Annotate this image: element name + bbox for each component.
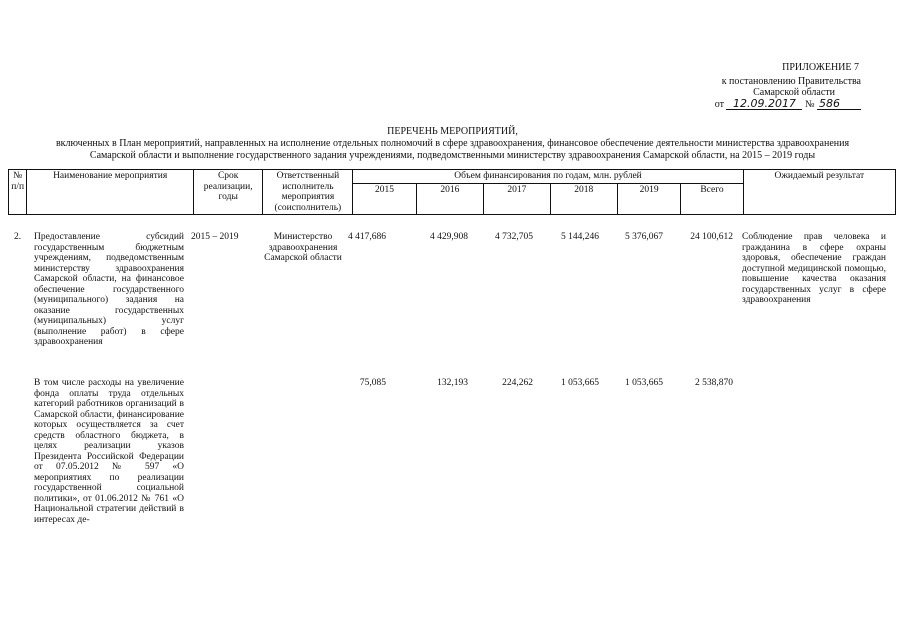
appendix-label: ПРИЛОЖЕНИЕ 7 — [782, 62, 859, 73]
row1-result: Соблюдение прав человека и гражданина в сфере охраны здоровья, обеспечение граждан доступной медицинской помощью, повышение качества оказания государственных услуг в сфере здравоохранения — [742, 232, 886, 305]
row2-value-2016: 132,193 — [437, 378, 468, 388]
row2-value-2015: 75,085 — [359, 378, 386, 388]
document-subtitle-line-2: Самарской области и выполнение государственного задания учреждениями, подведомственными министерству здравоохранения Самарской области, на 2015 – 2019 годы — [89, 150, 816, 161]
row2-value-2019: 1 053,665 — [625, 378, 663, 388]
row1-value-2016: 4 429,908 — [430, 232, 468, 242]
handwritten-date: 12.09.2017 — [726, 99, 802, 110]
row1-num: 2. — [14, 232, 22, 242]
row2-name: В том числе расходы на увеличение фонда оплаты труда отдельных категорий работников организаций в Самарской области, финансирование которых осуществляется за счет средств областного бюджета, в целях реализации указов Президента Российской Федерации от 07.05.2012 № 597 «О мероприятиях по реализации государственной социальной политики», от 01.06.2012 № 761 «О Национальной стратегии действий в интересах де- — [34, 378, 184, 525]
header-name: Наименование мероприятия — [27, 170, 194, 215]
header-responsible: Ответственный исполнитель мероприятия (соисполнитель) — [263, 170, 353, 215]
row1-name: Предоставление субсидий государственным бюджетным учреждениям, подведомственным министерству здравоохранения Самарской области, на финансовое обеспечение государственного (муниципального) задания на оказание государственных (муниципальных) услуг (выполнение работ) в сфере здравоохранения — [34, 232, 184, 347]
date-prefix: от — [714, 99, 724, 110]
approval-line-1: к постановлению Правительства — [721, 76, 861, 87]
header-year-2018: 2018 — [550, 183, 617, 215]
header-year-2019: 2019 — [617, 183, 680, 215]
header-num: № п/п — [9, 170, 27, 215]
row2-value-total: 2 538,870 — [695, 378, 733, 388]
header-funding: Объем финансирования по годам, млн. рублей — [353, 170, 743, 184]
approval-lines — [661, 76, 861, 98]
approval-header — [661, 62, 861, 73]
approval-date-line — [715, 99, 861, 110]
row1-value-2017: 4 732,705 — [495, 232, 533, 242]
row1-value-2019: 5 376,067 — [625, 232, 663, 242]
document-title: ПЕРЕЧЕНЬ МЕРОПРИЯТИЙ, — [387, 126, 518, 137]
number-prefix: № — [804, 99, 815, 110]
row1-responsible: Министерство здравоохранения Самарской области — [264, 232, 342, 263]
header-year-2015: 2015 — [353, 183, 416, 215]
header-period: Срок реализации, годы — [193, 170, 262, 215]
row1-value-total: 24 100,612 — [690, 232, 733, 242]
row2-value-2017: 224,262 — [502, 378, 533, 388]
header-year-2016: 2016 — [416, 183, 483, 215]
row2-value-2018: 1 053,665 — [561, 378, 599, 388]
row1-value-2018: 5 144,246 — [561, 232, 599, 242]
header-year-2017: 2017 — [484, 183, 550, 215]
handwritten-number: 586 — [817, 99, 861, 110]
row1-value-2015: 4 417,686 — [348, 232, 386, 242]
activities-table-header — [8, 169, 896, 215]
header-result: Ожидаемый результат — [743, 170, 895, 215]
document-subtitle-line-1: включенных в План мероприятий, направленных на исполнение отдельных полномочий в сфере здравоохранения, финансовое обеспечение деятельности министерства здравоохранения — [55, 138, 850, 149]
approval-line-2: Самарской области — [753, 87, 835, 98]
row1-period: 2015 – 2019 — [191, 232, 239, 242]
header-total: Всего — [681, 183, 743, 215]
